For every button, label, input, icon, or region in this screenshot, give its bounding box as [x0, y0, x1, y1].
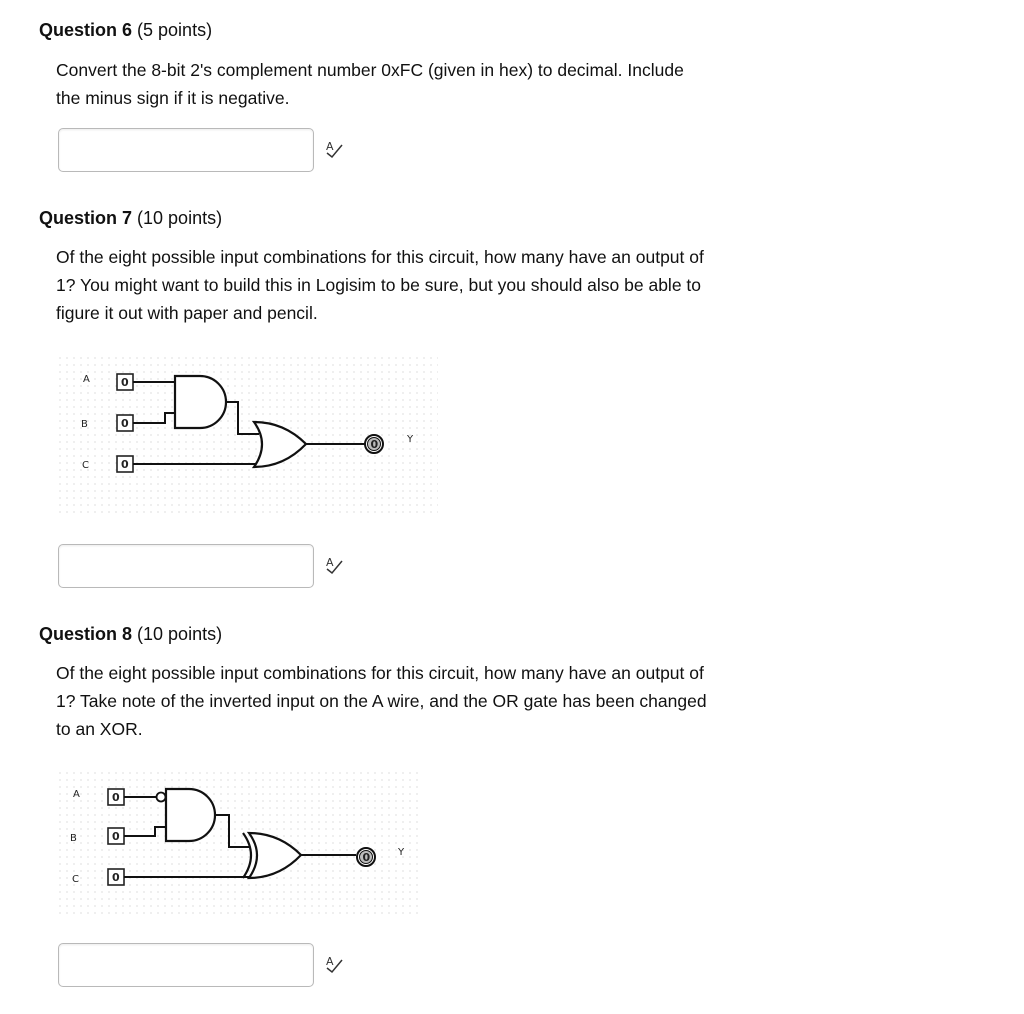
question-text-line: to an XOR. — [56, 719, 143, 739]
output-label: Y — [407, 434, 414, 445]
input-label-a: A — [73, 789, 80, 800]
circuit-diagram — [52, 350, 442, 520]
input-label-b: B — [81, 419, 88, 430]
question-text-line: Of the eight possible input combinations for this circuit, how many have an output of — [56, 663, 704, 683]
question-points: (5 points) — [137, 20, 213, 40]
svg-text:A: A — [326, 955, 334, 968]
input-value-c: 0 — [112, 871, 120, 884]
input-value-a: 0 — [121, 376, 129, 389]
spellcheck-icon[interactable] — [323, 138, 345, 160]
svg-text:A: A — [326, 140, 334, 153]
question-text — [56, 56, 786, 112]
input-label-c: C — [82, 460, 89, 471]
question-title — [39, 207, 222, 229]
output-value: 0 — [362, 851, 371, 864]
and-gate — [175, 376, 226, 428]
question-text-line: figure it out with paper and pencil. — [56, 303, 318, 323]
question-number: Question 6 — [39, 20, 133, 40]
input-pin-b[interactable] — [108, 828, 124, 844]
question-points: (10 points) — [137, 208, 223, 228]
input-pin-a[interactable] — [117, 374, 133, 390]
question-title — [39, 623, 222, 645]
answer-input[interactable] — [58, 943, 314, 987]
input-label-a: A — [83, 374, 90, 385]
input-pin-a[interactable] — [108, 789, 124, 805]
question-text-line: Of the eight possible input combinations for this circuit, how many have an output of — [56, 247, 704, 267]
spellcheck-icon[interactable] — [323, 953, 345, 975]
question-text-line: 1? Take note of the inverted input on the A wire, and the OR gate has been changed — [56, 691, 707, 711]
input-pin-c[interactable] — [117, 456, 133, 472]
output-value: 0 — [370, 438, 379, 451]
circuit-diagram — [52, 765, 422, 920]
input-pin-c[interactable] — [108, 869, 124, 885]
input-label-b: B — [70, 833, 77, 844]
question-text — [56, 659, 786, 743]
output-pin — [357, 848, 375, 866]
output-label: Y — [398, 847, 405, 858]
spellcheck-icon[interactable] — [323, 554, 345, 576]
question-text-line: Convert the 8-bit 2's complement number 0xFC (given in hex) to decimal. Include — [56, 60, 684, 80]
inverter-bubble — [157, 793, 166, 802]
output-pin — [365, 435, 383, 453]
svg-text:A: A — [326, 556, 334, 569]
question-text-line: 1? You might want to build this in Logisim to be sure, but you should also be able to — [56, 275, 702, 295]
question-number: Question 8 — [39, 624, 133, 644]
answer-input[interactable] — [58, 544, 314, 588]
input-label-c: C — [72, 874, 79, 885]
question-points: (10 points) — [137, 624, 223, 644]
and-gate — [166, 789, 215, 841]
input-value-c: 0 — [121, 458, 129, 471]
input-pin-b[interactable] — [117, 415, 133, 431]
input-value-a: 0 — [112, 791, 120, 804]
question-text — [56, 243, 786, 327]
input-value-b: 0 — [112, 830, 120, 843]
question-title — [39, 19, 212, 41]
input-value-b: 0 — [121, 417, 129, 430]
answer-input[interactable] — [58, 128, 314, 172]
question-text-line: the minus sign if it is negative. — [56, 88, 290, 108]
question-number: Question 7 — [39, 208, 133, 228]
